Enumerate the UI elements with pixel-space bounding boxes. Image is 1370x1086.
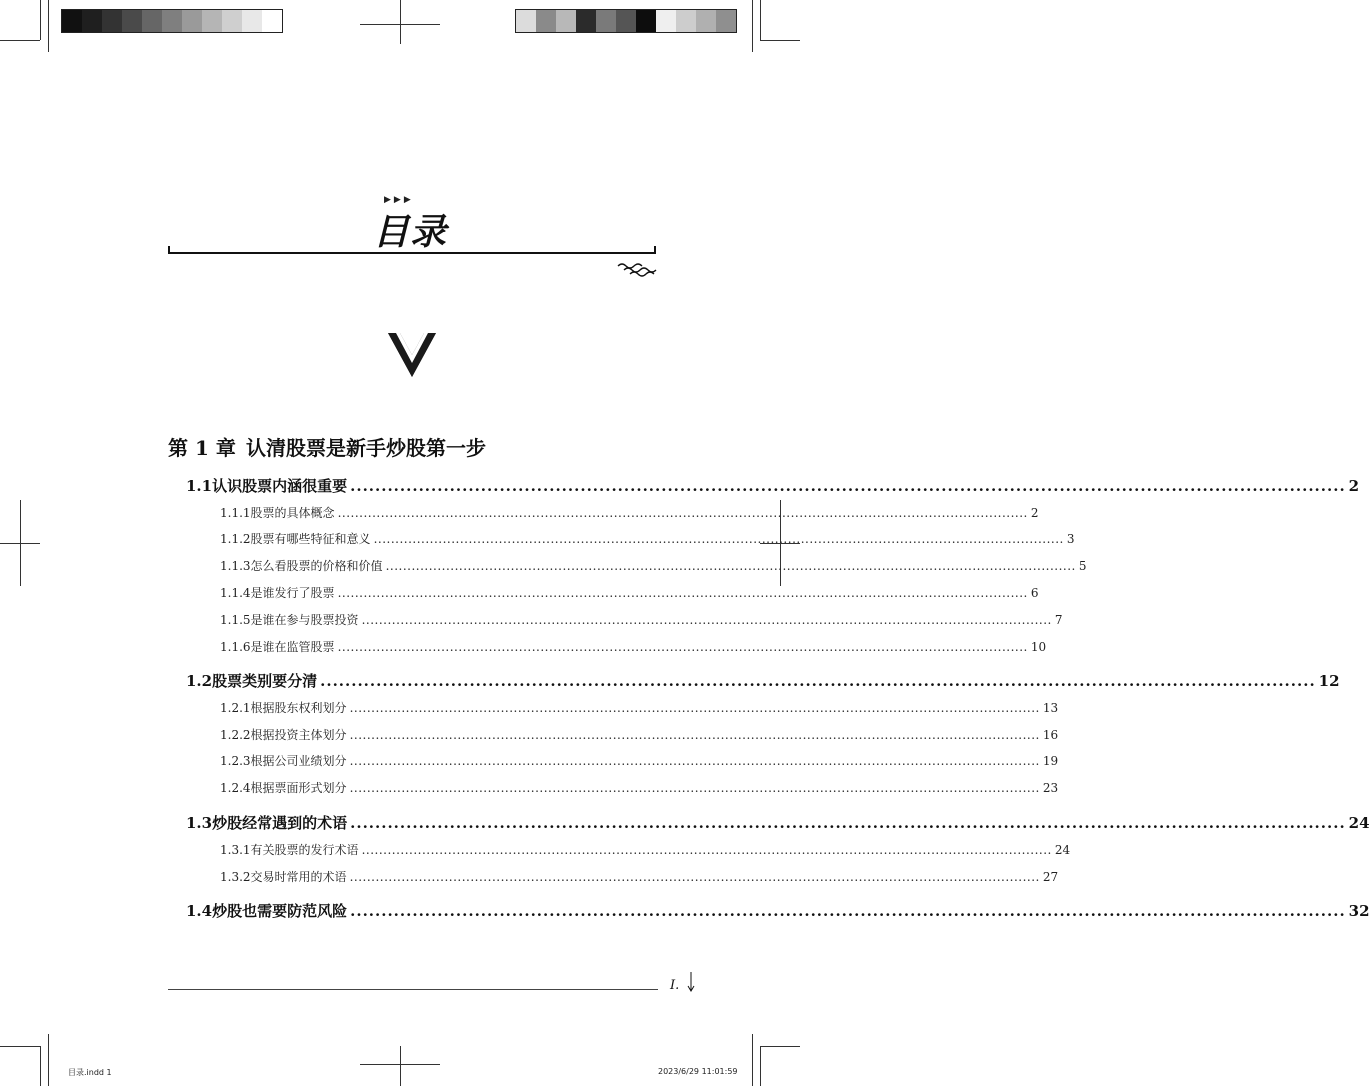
crop-mark [40,1046,41,1086]
color-swatch [102,10,122,32]
page-number: 27 [1042,870,1059,884]
crop-mark [760,0,761,40]
crop-mark [752,1034,753,1086]
color-bar-left [61,9,283,33]
dot-leader: ................................................................................................................................................................ [385,559,1076,573]
color-swatch [616,10,636,32]
color-swatch [716,10,736,32]
dot-leader: ................................................................................................................................................................ [350,902,1346,920]
dot-leader: ................................................................................................................................................................ [349,781,1040,795]
page-number: 6 [1030,586,1039,600]
page-number: 16 [1042,728,1059,742]
registration-mark [360,1064,440,1065]
toc-subsection[interactable]: 1.2.3 根据公司业绩划分 ................................................................................................................................................................ 19 [220,754,1059,768]
dot-leader: ................................................................................................................................................................ [349,870,1040,884]
color-swatch [696,10,716,32]
chapter-heading [168,432,486,461]
color-swatch [656,10,676,32]
title-underline-tick [654,246,656,253]
toc-subsection[interactable]: 1.2.4 根据票面形式划分 ................................................................................................................................................................ 23 [220,781,1059,795]
dot-leader: ................................................................................................................................................................ [361,843,1052,857]
slug-filename: 目录.indd 1 [68,1068,112,1077]
dot-leader: ................................................................................................................................................................ [361,613,1052,627]
title-underline [168,252,656,254]
color-swatch [576,10,596,32]
toc-subsection[interactable]: 1.3.1 有关股票的发行术语 ................................................................................................................................................................ 24 [220,843,1071,857]
page-number: 3 [1066,532,1075,546]
page-number: 19 [1042,754,1059,768]
crop-mark [760,1046,761,1086]
page-number: 13 [1042,701,1059,715]
registration-mark [0,543,40,544]
registration-mark [400,1046,401,1086]
triple-arrow-icon: ▶▶▶ [384,195,414,205]
color-swatch [516,10,536,32]
color-swatch [556,10,576,32]
dot-leader: ................................................................................................................................................................ [337,640,1028,654]
page-number: 10 [1030,640,1047,654]
title-underline-tick [168,246,170,253]
chapter-title: 认清股票是新手炒股第一步 [246,436,486,460]
dot-leader: ................................................................................................................................................................ [373,532,1064,546]
toc-section[interactable]: 1.3 炒股经常遇到的术语 ................................................................................................................................................................ 24 [186,814,1370,832]
page-number: 32 [1348,902,1370,920]
arrow-down-icon [685,972,697,992]
page-number: 2 [1348,477,1360,495]
color-bar-right [515,9,737,33]
registration-mark [360,24,440,25]
color-swatch [82,10,102,32]
toc-section[interactable]: 1.1 认识股票内涵很重要 ................................................................................................................................................................ 2 [186,477,1360,495]
dot-leader: ................................................................................................................................................................ [320,672,1316,690]
page-number: 12 [1318,672,1340,690]
chapter-number: 第 1 章 [168,436,236,460]
page-number: 23 [1042,781,1059,795]
dot-leader: ................................................................................................................................................................ [337,586,1028,600]
slug-timestamp: 2023/6/29 11:01:59 [658,1067,738,1076]
dot-leader: ................................................................................................................................................................ [349,728,1040,742]
toc-subsection[interactable]: 1.1.3 怎么看股票的价格和价值 ................................................................................................................................................................ 5 [220,559,1087,573]
toc-subsection[interactable]: 1.2.2 根据投资主体划分 ................................................................................................................................................................ 16 [220,728,1059,742]
toc-subsection[interactable]: 1.2.1 根据股东权利划分 ................................................................................................................................................................ 13 [220,701,1059,715]
color-swatch [636,10,656,32]
color-swatch [202,10,222,32]
toc-subsection[interactable]: 1.1.1 股票的具体概念 ................................................................................................................................................................ 2 [220,506,1039,520]
crop-mark [760,1046,800,1047]
dot-leader: ................................................................................................................................................................ [349,754,1040,768]
color-swatch [162,10,182,32]
crop-mark [752,0,753,52]
registration-mark [400,0,401,44]
color-swatch [242,10,262,32]
color-swatch [182,10,202,32]
color-swatch [596,10,616,32]
crop-mark [760,40,800,41]
toc-subsection[interactable]: 1.1.2 股票有哪些特征和意义 ................................................................................................................................................................ 3 [220,532,1075,546]
toc-subsection[interactable]: 1.1.4 是谁发行了股票 ................................................................................................................................................................ 6 [220,586,1039,600]
color-swatch [222,10,242,32]
toc-subsection[interactable]: 1.3.2 交易时常用的术语 ................................................................................................................................................................ 27 [220,870,1059,884]
color-swatch [142,10,162,32]
page-number: 2 [1030,506,1039,520]
chevron-down-icon [388,333,436,379]
color-swatch [676,10,696,32]
wave-ornament-icon [616,262,658,278]
crop-mark [48,0,49,52]
dot-leader: ................................................................................................................................................................ [349,701,1040,715]
crop-mark [0,1046,40,1047]
page-number: 5 [1078,559,1087,573]
dot-leader: ................................................................................................................................................................ [350,477,1346,495]
color-swatch [536,10,556,32]
page-title: 目录 [372,212,447,253]
page-number: 24 [1054,843,1071,857]
crop-mark [48,1034,49,1086]
toc-section[interactable]: 1.2 股票类别要分清 ................................................................................................................................................................ 12 [186,672,1340,690]
color-swatch [62,10,82,32]
toc-subsection[interactable]: 1.1.6 是谁在监管股票 ................................................................................................................................................................ 10 [220,640,1047,654]
page-number: 7 [1054,613,1063,627]
color-swatch [122,10,142,32]
crop-mark [0,40,40,41]
page-label: I. [670,978,680,993]
color-swatch [262,10,282,32]
footer-rule [168,989,658,990]
page-number: 24 [1348,814,1370,832]
toc-section[interactable]: 1.4 炒股也需要防范风险 ................................................................................................................................................................ 32 [186,902,1370,920]
dot-leader: ................................................................................................................................................................ [337,506,1028,520]
crop-mark [40,0,41,40]
toc-subsection[interactable]: 1.1.5 是谁在参与股票投资 ................................................................................................................................................................ 7 [220,613,1063,627]
dot-leader: ................................................................................................................................................................ [350,814,1346,832]
